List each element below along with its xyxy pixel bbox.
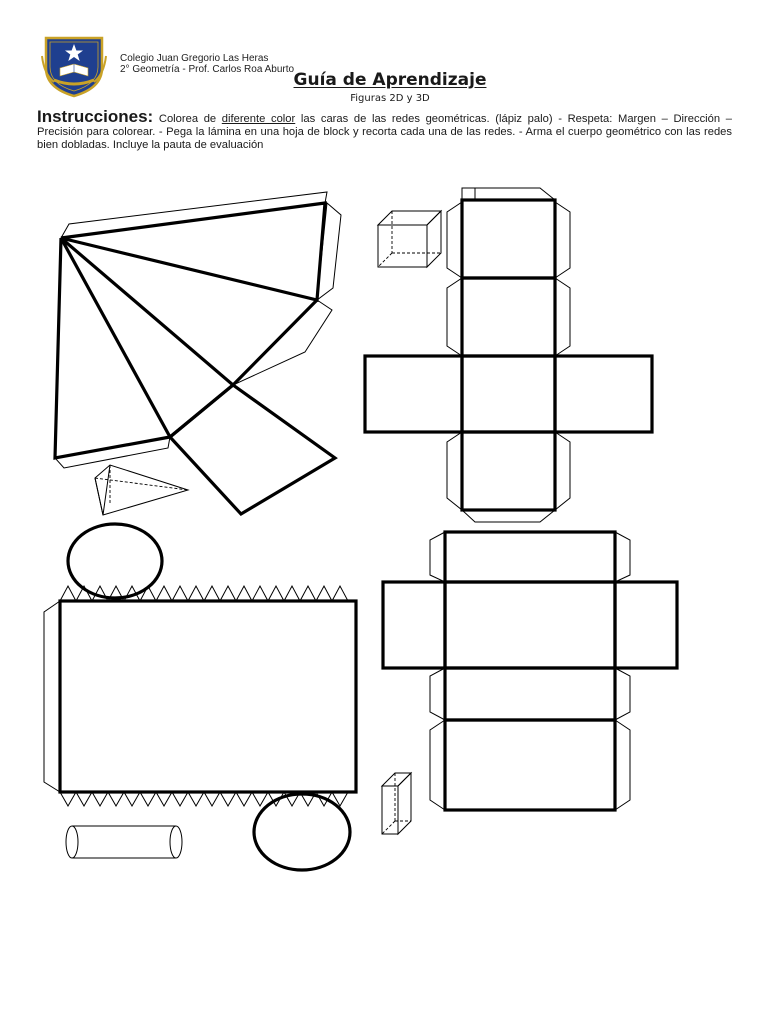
pyramid-face (170, 300, 317, 437)
cube-glue-tab (555, 202, 570, 278)
cube-glue-tab (462, 510, 555, 522)
prism-glue-tab (430, 720, 445, 810)
instructions-text-1: Colorea de (158, 113, 217, 125)
pyramid-glue-tab (233, 300, 332, 385)
pyramid-base (170, 385, 335, 514)
cube-glue-tab (447, 202, 462, 278)
cube-face (462, 432, 555, 510)
cube-glue-tab (447, 278, 462, 356)
cylinder-glue-tab (44, 601, 60, 792)
prism-glue-tab (615, 668, 630, 720)
pyramid-edge (61, 238, 170, 437)
prism-glue-tab (430, 668, 445, 720)
rectangular-prism-net (383, 532, 677, 810)
prism-3d-icon (382, 773, 411, 834)
cylinder-teeth (60, 586, 356, 601)
cube-3d-icon (378, 211, 441, 267)
course-line: 2° Geometría - Prof. Carlos Roa Aburto (120, 64, 295, 75)
cube-glue-tab (462, 188, 555, 200)
prism-glue-tab (615, 720, 630, 810)
prism-glue-tab (430, 532, 445, 582)
cube-glue-tab (555, 432, 570, 510)
cylinder-body (60, 601, 356, 792)
prism-face (615, 582, 677, 668)
page-subtitle: Figuras 2D y 3D (350, 93, 430, 104)
cube-face (462, 356, 555, 432)
cylinder-3d-icon (66, 826, 182, 858)
instructions-heading: Instrucciones: (37, 107, 154, 126)
prism-face (445, 720, 615, 810)
pyramid-3d-icon (95, 465, 188, 515)
prism-glue-tab (615, 532, 630, 582)
school-name: Colegio Juan Gregorio Las Heras (120, 53, 269, 64)
prism-face (445, 582, 615, 668)
page-title: Guía de Aprendizaje (293, 70, 487, 90)
cube-face (462, 278, 555, 356)
prism-face (445, 532, 615, 582)
cube-face (555, 356, 652, 432)
pyramid-face (61, 203, 325, 300)
instructions-text-2: las caras de las redes geométricas. (lápiz palo) - Respeta: Margen – Dirección – Precisión para colorear. - Pega la lámina en una hoja de block y recorta cada una de las redes. - Arma el cuerpo geométrico con las redes bien dobladas. Incluye la pauta de evaluación (37, 113, 732, 151)
instructions-underlined: diferente color (221, 113, 296, 125)
cube-face (365, 356, 462, 432)
cylinder-net (44, 524, 356, 870)
cube-face (462, 200, 555, 278)
pyramid-face (55, 238, 170, 458)
prism-face (445, 668, 615, 720)
square-pyramid-net (55, 192, 341, 514)
prism-face (383, 582, 445, 668)
cube-glue-tab (555, 278, 570, 356)
cylinder-bottom-circle (254, 794, 350, 870)
cube-glue-tab (447, 432, 462, 510)
cube-net (365, 188, 652, 522)
